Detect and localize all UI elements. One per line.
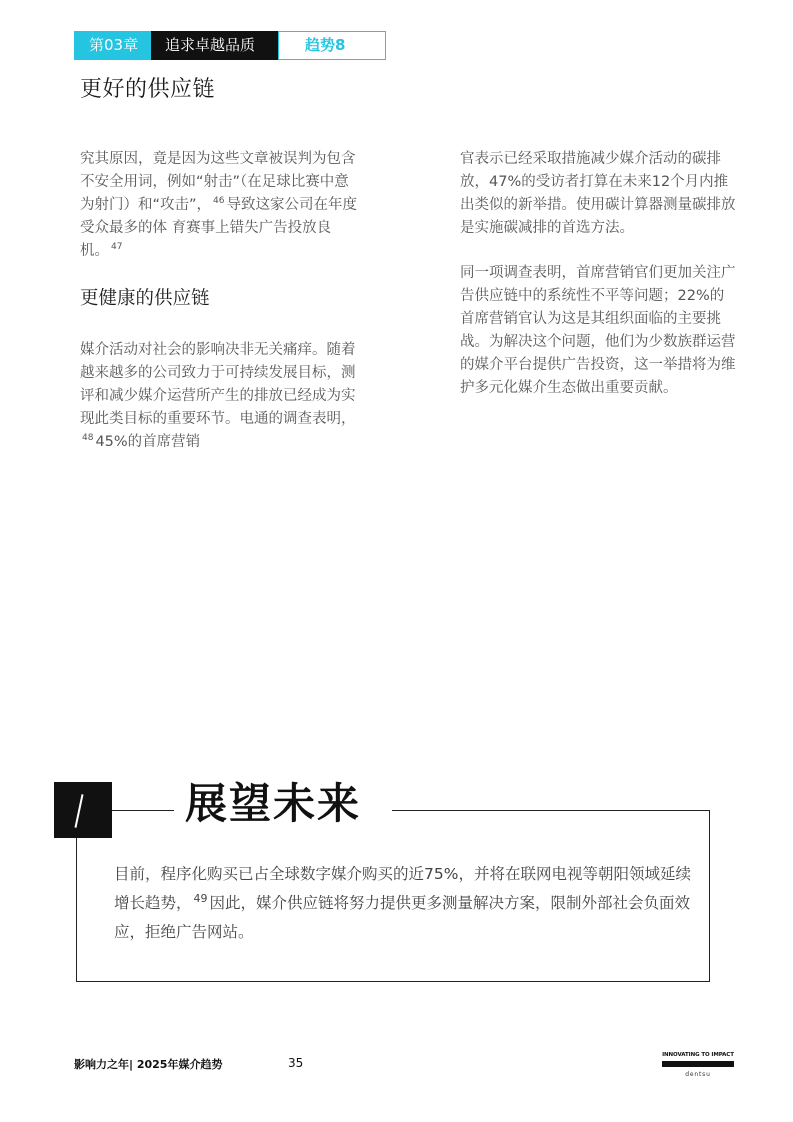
right-column <box>460 148 738 400</box>
slash-icon <box>54 782 112 838</box>
page-title: 更好的供应链 <box>80 77 216 102</box>
outlook-text-1: 目前，程序化购买已占全球数字媒介购买的近75%，并将在联网电视等朝阳领域延续增长趋势， <box>114 865 691 912</box>
chapter-tag: 第03章 <box>74 31 151 60</box>
logo-bar <box>662 1061 734 1067</box>
footer-publication: 影响力之年| 2025年媒介趋势 <box>74 1058 223 1071</box>
page-number: 35 <box>288 1056 304 1070</box>
dentsu-logo <box>662 1052 734 1078</box>
left-column <box>80 148 358 454</box>
outlook-title: 展望未来 <box>185 779 362 828</box>
outlook-text <box>114 860 694 947</box>
right-paragraph-2: 同一项调查表明，首席营销官们更加关注广告供应链中的系统性不平等问题；22%的首席营销官认为这是其组织面临的主要挑战。为解决这个问题，他们为少数族群运营的媒介平台提供广告投资，这一举措将为维护多元化媒介生态做出重要贡献。 <box>460 265 736 396</box>
left-paragraph-2-text-2: 45%的首席营销 <box>95 434 201 450</box>
footnote-ref-48: 48 <box>82 433 94 444</box>
left-paragraph-1 <box>80 148 358 263</box>
logo-brand: dentsu <box>685 1071 711 1078</box>
logo-tagline: INNOVATING TO IMPACT <box>662 1052 734 1058</box>
outlook-top-line-right <box>392 810 710 811</box>
left-paragraph-2-text: 媒介活动对社会的影响决非无关痛痒。随着越来越多的公司致力于可持续发展目标，测评和减少媒介运营所产生的排放已经成为实现此类目标的重要环节。电通的调查表明， <box>80 342 356 427</box>
left-paragraph-2 <box>80 339 358 454</box>
outlook-top-line-left <box>112 810 174 811</box>
chapter-tag-bar <box>74 31 386 60</box>
sub-heading: 更健康的供应链 <box>80 288 210 309</box>
left-paragraph-1-text-2: 导致这家公司在年度受众最多的体 育赛事上错失广告投放良机。 <box>80 197 357 259</box>
footnote-ref-49: 49 <box>193 891 208 905</box>
right-paragraph-1: 官表示已经采取措施减少媒介活动的碳排放，47%的受访者打算在未来12个月内推出类似的新举措。使用碳计算器测量碳排放是实施碳减排的首选方法。 <box>460 151 736 236</box>
left-paragraph-1-text: 究其原因，竟是因为这些文章被误判为包含不安全用词，例如“射击”（在足球比赛中意为射门）和“攻击”， <box>80 151 356 213</box>
footnote-ref-47: 47 <box>111 242 123 253</box>
footnote-ref-46: 46 <box>213 196 225 207</box>
section-tag: 追求卓越品质 <box>151 31 278 60</box>
outlook-text-2: 因此，媒介供应链将努力提供更多测量解决方案，限制外部社会负面效应，拒绝广告网站。 <box>114 894 691 941</box>
trend-tag: 趋势8 <box>278 31 386 60</box>
